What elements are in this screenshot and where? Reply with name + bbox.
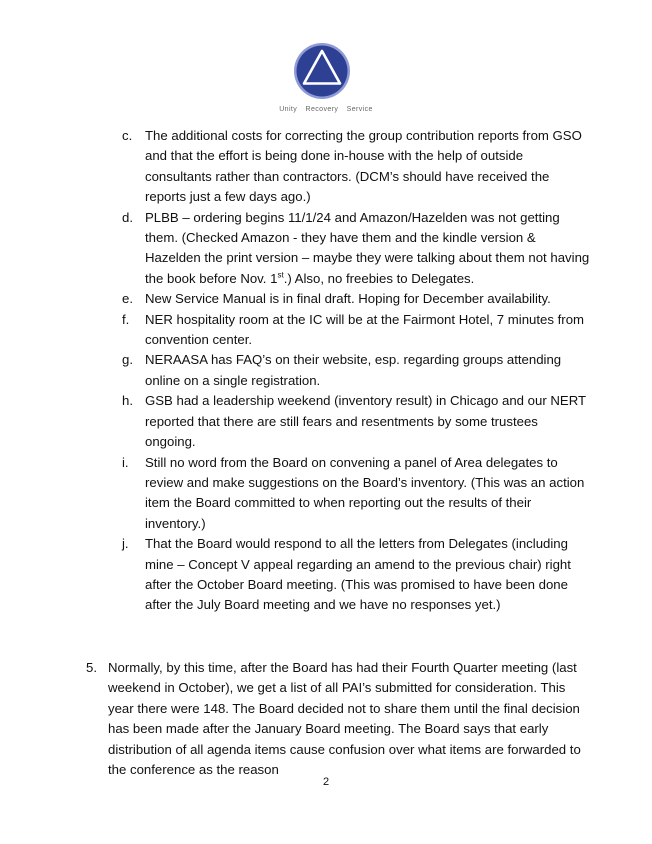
list-item-text-cont: .) Also, no freebies to Delegates.	[283, 270, 475, 286]
list-item	[122, 310, 592, 351]
main-list	[86, 658, 586, 780]
list-marker: 5.	[86, 660, 97, 675]
list-item-text: NER hospitality room at the IC will be at the Fairmont Hotel, 7 minutes from convention center.	[145, 311, 585, 348]
list-marker: c.	[122, 128, 133, 143]
list-marker: g.	[122, 352, 133, 368]
list-marker: d.	[122, 209, 133, 225]
list-item	[122, 453, 592, 535]
list-item-text: Still no word from the Board on convening a panel of Area delegates to review and make suggestions on the Board’s inventory. (This was an action item the Board committed to when reporting out the results of their inventory.)	[145, 454, 585, 531]
list-item-text: That the Board would respond to all the letters from Delegates (including mine – Concept V appeal regarding an amend to the previous chair) right after the October Board meeting. (This was promised to have been done after the July Board meeting and we have no responses yet.)	[145, 536, 571, 613]
list-item	[122, 391, 592, 452]
list-item	[122, 126, 592, 208]
list-item	[86, 658, 586, 780]
superscript: st	[277, 270, 284, 280]
sub-list	[122, 126, 592, 616]
list-marker: e.	[122, 291, 133, 307]
list-marker: h.	[122, 393, 133, 409]
list-marker: f.	[122, 311, 130, 327]
list-item-text: New Service Manual is in final draft. Hoping for December availability.	[145, 291, 551, 307]
list-item	[122, 208, 592, 290]
list-item-text: GSB had a leadership weekend (inventory result) in Chicago and our NERT reported that there are still fears and resentments by some trustees ongoing.	[145, 393, 586, 450]
tagline: Unity Recovery Service	[279, 106, 373, 113]
list-item	[122, 534, 592, 616]
list-marker: j.	[122, 536, 129, 552]
list-item	[122, 350, 592, 391]
list-item-text: PLBB – ordering begins 11/1/24 and Amazon/Hazelden was not getting them. (Checked Amazon - they have them and the kindle version & Hazelden the print version – maybe they were talking about them not having the book before Nov. 1	[145, 209, 590, 286]
list-item-text: NERAASA has FAQ’s on their website, esp. regarding groups attending online on a single registration.	[145, 352, 562, 388]
list-item	[122, 289, 592, 309]
page-number: 2	[322, 776, 330, 788]
triangle-in-circle-icon	[293, 42, 351, 100]
list-item-text: Normally, by this time, after the Board has had their Fourth Quarter meeting (last weekend in October), we get a list of all PAI’s submitted for consideration. This year there were 148. The Board decided not to share them until the final decision has been made after the January Board meeting. The Board says that early distribution of all agenda items cause confusion over what items are forwarded to the conference as the reason	[108, 660, 581, 778]
list-marker: i.	[122, 454, 129, 470]
list-item-text: The additional costs for correcting the group contribution reports from GSO and that the effort is being done in-house with the help of outside consultants rather than contractors. (DCM’s should have received the reports just a few days ago.)	[145, 128, 582, 205]
